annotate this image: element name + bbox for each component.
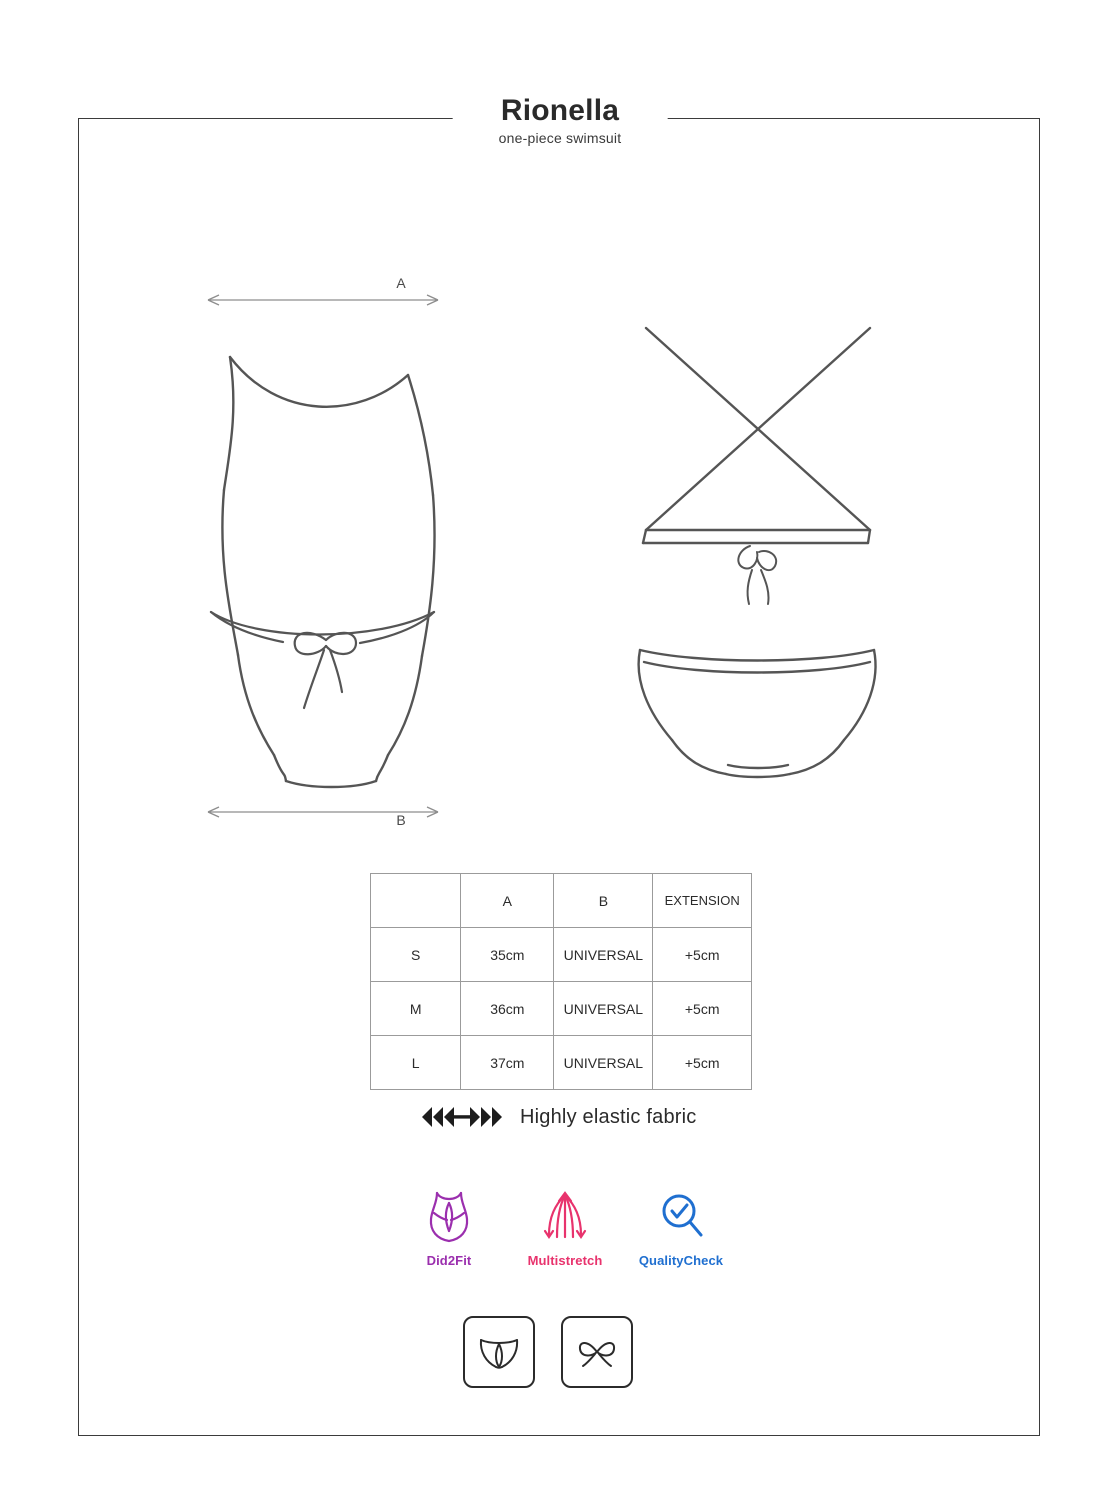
row-extension: +5cm <box>653 1036 752 1090</box>
back-bow <box>738 546 776 604</box>
row-size: L <box>371 1036 461 1090</box>
size-table <box>370 873 752 1090</box>
row-extension: +5cm <box>653 982 752 1036</box>
panties-icon <box>463 1316 535 1388</box>
feature-qualitycheck <box>627 1185 735 1268</box>
back-view-top-drawing <box>643 328 870 543</box>
page-subtitle: one-piece swimsuit <box>498 130 622 146</box>
table-row <box>371 982 752 1036</box>
magnifier-check-icon <box>627 1185 735 1247</box>
bodysuit-icon <box>395 1185 503 1247</box>
row-b: UNIVERSAL <box>554 1036 653 1090</box>
feature-label-did2fit: Did2Fit <box>426 1253 472 1268</box>
dimension-label-b: B <box>396 812 406 828</box>
table-header-a: A <box>461 874 554 928</box>
title-block <box>453 90 668 154</box>
size-table-wrapper <box>370 873 752 1090</box>
elastic-fabric-note <box>418 1104 697 1130</box>
front-view-drawing <box>222 357 434 787</box>
feature-label-qualitycheck: QualityCheck <box>638 1253 724 1268</box>
feature-multistretch <box>511 1185 619 1268</box>
table-header-b: B <box>554 874 653 928</box>
table-row <box>371 928 752 982</box>
pictogram-row <box>463 1316 633 1388</box>
page-title: Rionella <box>500 94 620 127</box>
stretch-arrows-icon <box>418 1104 506 1130</box>
bow-ribbon-icon <box>561 1316 633 1388</box>
row-size: M <box>371 982 461 1036</box>
stretch-arrows-icon <box>511 1185 619 1247</box>
feature-label-multistretch: Multistretch <box>527 1253 603 1268</box>
row-extension: +5cm <box>653 928 752 982</box>
table-row <box>371 1036 752 1090</box>
row-a: 36cm <box>461 982 554 1036</box>
elastic-fabric-label: Highly elastic fabric <box>520 1105 697 1128</box>
row-b: UNIVERSAL <box>554 928 653 982</box>
back-view-bottom-drawing <box>639 650 876 777</box>
garment-drawings-svg <box>78 260 1040 860</box>
table-header-extension: EXTENSION <box>653 874 752 928</box>
row-size: S <box>371 928 461 982</box>
table-header-row <box>371 874 752 928</box>
feature-did2fit <box>395 1185 503 1268</box>
front-waist-tie <box>211 612 434 708</box>
row-b: UNIVERSAL <box>554 982 653 1036</box>
feature-badges <box>395 1185 735 1268</box>
table-header-empty <box>371 874 461 928</box>
row-a: 35cm <box>461 928 554 982</box>
row-a: 37cm <box>461 1036 554 1090</box>
dimension-label-a: A <box>396 275 406 291</box>
technical-drawings <box>78 260 1040 860</box>
